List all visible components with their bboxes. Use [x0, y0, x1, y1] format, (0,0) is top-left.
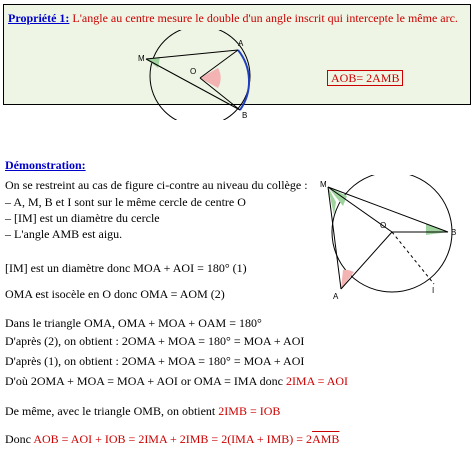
demo-line-5-text: D'après (1), on obtient : [5, 354, 119, 368]
demo-line-8-text: Donc [5, 432, 31, 446]
demo-line-3-eq: OMA + MOA + OAM = 180° [117, 316, 262, 330]
figure-1 [130, 30, 270, 120]
demo-line-1-eq: MOA + AOI = 180° (1) [133, 261, 247, 275]
property-result-arc: $\overline{AMB}$ [372, 71, 400, 85]
demo-bullet-1: – A, M, B et I sont sur le même cercle de centre O [5, 195, 246, 209]
demo-line-2-eq: OMA = AOM (2) [140, 287, 225, 301]
fig2-label-M: M [320, 180, 327, 189]
demo-line-6-result: 2IMA = AOI [285, 374, 349, 388]
demo-line-6-text: D'où [5, 374, 28, 388]
demo-line-6-or: or [180, 374, 191, 388]
demo-line-8-arc: $\overline{AMB}$ [312, 432, 340, 446]
demo-line-5-eq: 2OMA + MOA = 180° = MOA + AOI [121, 354, 305, 368]
demo-line-2 [5, 287, 225, 301]
figure-2 [308, 175, 472, 300]
fig2-label-O: O [380, 221, 387, 230]
fig2-label-B: B [451, 228, 457, 237]
demo-bullet-2: – [IM] est un diamètre du cercle [5, 211, 160, 225]
demo-line-6 [5, 374, 348, 388]
demo-line-6-eq1: 2OMA + MOA = MOA + AOI [30, 374, 178, 388]
fig1-label-O: O [190, 67, 197, 76]
demo-line-5 [5, 354, 304, 368]
property-result-left: $\overline{AOB}$ [331, 71, 357, 85]
property-result-box [327, 70, 403, 86]
demo-line-6-donc: donc [259, 374, 283, 388]
demo-title: Démonstration: [5, 158, 86, 172]
fig2-label-I: I [432, 286, 435, 295]
demo-line-8 [5, 432, 339, 446]
demo-line-1 [5, 261, 247, 275]
demo-intro: On se restreint au cas de figure ci-contre au niveau du collège : [5, 178, 308, 192]
property-text: L'angle au centre mesure le double d'un angle inscrit qui intercepte le même arc. [72, 11, 458, 25]
fig2-label-A: A [333, 292, 339, 300]
fig1-label-M: M [138, 54, 145, 63]
fig1-label-B: B [242, 111, 248, 120]
demo-line-7 [5, 404, 280, 418]
fig1-label-A: A [238, 39, 244, 48]
demo-line-2-text: OMA est isocèle en O donc [5, 287, 138, 301]
demo-line-1-text: [IM] est un diamètre donc [5, 261, 131, 275]
demo-line-3-text: Dans le triangle OMA, [5, 316, 115, 330]
demo-line-4-text: D'après (2), on obtient : [5, 334, 119, 348]
property-title: Propriété 1: [8, 11, 70, 25]
property-result-right: = 2 [356, 71, 373, 85]
demo-line-8-result: AOB = AOI + IOB = 2IMA + 2IMB = 2(IMA + IMB) = 2 [33, 432, 313, 446]
demo-line-3 [5, 316, 262, 330]
demo-line-6-eq2: OMA = IMA [193, 374, 257, 388]
demo-line-7-text: De même, avec le triangle OMB, on obtient [5, 404, 216, 418]
demo-bullet-3: – L'angle AMB est aigu. [5, 227, 123, 241]
demo-line-7-result: 2IMB = IOB [218, 404, 281, 418]
demo-line-4 [5, 334, 304, 348]
property-statement [8, 11, 458, 26]
demo-line-4-eq: 2OMA + MOA = 180° = MOA + AOI [121, 334, 305, 348]
